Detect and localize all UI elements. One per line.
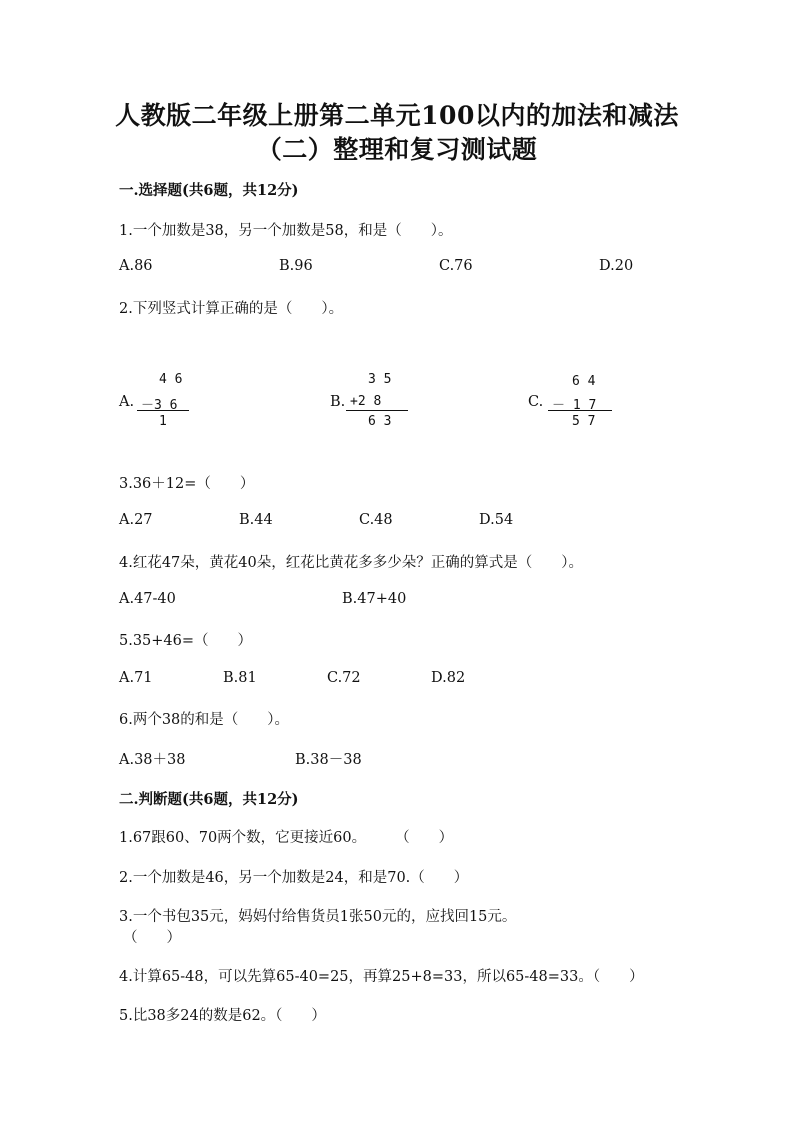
question-1-4: 4.红花47朵，黄花40朵，红花比黄花多多少朵？正确的算式是（ ）。 (119, 555, 583, 571)
question-2-4: 4.计算65-48，可以先算65-40=25，再算25+8=33，所以65-48=33。（ ） (119, 969, 644, 985)
q1-1-option-b: B.96 (279, 258, 313, 274)
q1-6-option-b: B.38－38 (295, 752, 362, 768)
vertical-calc-a-top: 4 6 (159, 372, 183, 387)
vertical-calc-a-middle: －3 6 (141, 398, 178, 413)
q1-3-option-d: D.54 (479, 512, 514, 528)
question-1-2: 2.下列竖式计算正确的是（ ）。 (119, 301, 344, 317)
vertical-calc-a-rule (137, 410, 189, 411)
q1-4-option-a: A.47-40 (119, 591, 176, 607)
q1-3-option-b: B.44 (239, 512, 273, 528)
q1-3-option-a: A.27 (119, 512, 153, 528)
vertical-calc-c-bottom: 5 7 (572, 414, 596, 429)
question-1-1: 1.一个加数是38，另一个加数是58，和是（ ）。 (119, 223, 453, 239)
vertical-calc-b-top: 3 5 (368, 372, 392, 387)
question-2-2: 2.一个加数是46，另一个加数是24，和是70.（ ） (119, 870, 469, 886)
question-2-5: 5.比38多24的数是62。（ ） (119, 1008, 326, 1024)
question-1-5: 5.35+46=（ ） (119, 633, 253, 649)
vertical-calc-c-rule (548, 410, 612, 411)
q1-1-option-d: D.20 (599, 258, 634, 274)
q1-6-option-a: A.38＋38 (119, 752, 186, 768)
title-line-2: （二）整理和复习测试题 (256, 135, 538, 164)
vertical-calc-b-middle: +2 8 (350, 394, 382, 409)
question-2-3: 3.一个书包35元，妈妈付给售货员1张50元的，应找回15元。 (119, 909, 517, 925)
vertical-calc-a-label: A. (119, 394, 135, 410)
section-2-heading: 二.判断题(共6题，共12分) (119, 791, 299, 808)
question-2-1: 1.67跟60、70两个数，它更接近60。 （ ） (119, 830, 454, 846)
question-1-6: 6.两个38的和是（ ）。 (119, 712, 290, 728)
vertical-calc-c-middle: － 1 7 (552, 398, 597, 413)
title-line-1: 人教版二年级上册第二单元100以内的加法和减法 (115, 101, 679, 130)
question-2-3-answer-blank: （ ） (123, 930, 181, 946)
vertical-calc-c-top: 6 4 (572, 374, 596, 389)
q1-5-option-c: C.72 (327, 670, 361, 686)
vertical-calc-b-label: B. (330, 394, 346, 410)
q1-3-option-c: C.48 (359, 512, 393, 528)
q1-1-option-a: A.86 (119, 258, 153, 274)
question-1-3: 3.36＋12=（ ） (119, 476, 255, 492)
section-1-heading: 一.选择题(共6题，共12分) (119, 182, 299, 199)
q1-5-option-a: A.71 (119, 670, 153, 686)
vertical-calc-b-rule (346, 410, 408, 411)
vertical-calc-b-bottom: 6 3 (368, 414, 392, 429)
q1-5-option-b: B.81 (223, 670, 257, 686)
vertical-calc-c-label: C. (528, 394, 544, 410)
q1-1-option-c: C.76 (439, 258, 473, 274)
q1-5-option-d: D.82 (431, 670, 466, 686)
vertical-calc-a-bottom: 1 (159, 414, 167, 429)
q1-4-option-b: B.47+40 (342, 591, 407, 607)
